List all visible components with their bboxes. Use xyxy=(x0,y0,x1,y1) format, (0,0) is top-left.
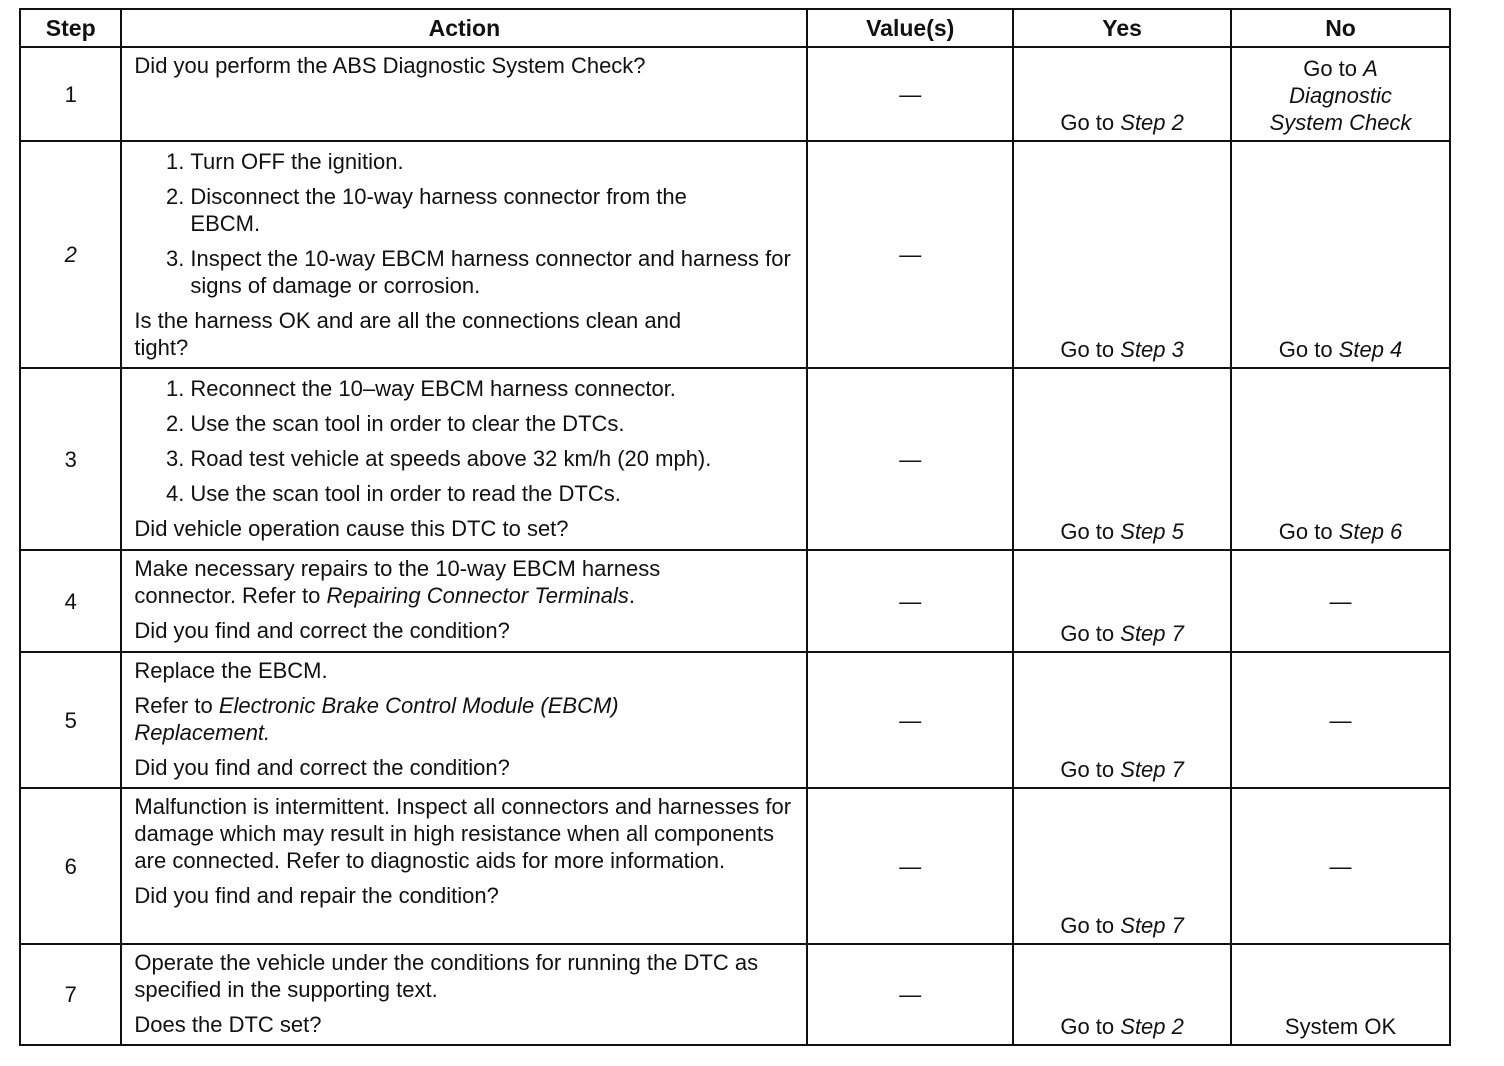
yes-step-ref: Step 7 xyxy=(1120,913,1184,938)
no-step-ref: Step 6 xyxy=(1338,519,1403,544)
no-cell: — xyxy=(1231,550,1450,652)
yes-step-ref: Step 7 xyxy=(1120,621,1184,646)
value-cell: — xyxy=(807,368,1013,550)
action-question: Did you find and correct the condition? xyxy=(134,755,510,780)
action-question: Did you perform the ABS Diagnostic System Check? xyxy=(134,53,646,78)
substep-item: 3. Inspect the 10-way EBCM harness connector and harness for signs of damage or corrosion. xyxy=(190,245,796,299)
action-text xyxy=(134,692,796,746)
action-question: Did you find and repair the condition? xyxy=(134,883,499,908)
header-step: Step xyxy=(20,9,121,47)
action-question: Is the harness OK and are all the connections clean and tight? xyxy=(134,308,682,360)
substep-item: 1. Turn OFF the ignition. xyxy=(190,148,796,175)
yes-prefix: Go to xyxy=(1060,621,1115,646)
yes-step-ref: Step 5 xyxy=(1120,519,1184,544)
substep-item: 1. Reconnect the 10–way EBCM harness connector. xyxy=(190,375,796,402)
no-cell xyxy=(1231,141,1450,368)
table-row xyxy=(20,788,1450,944)
yes-cell xyxy=(1013,141,1231,368)
substep-item: 3. Road test vehicle at speeds above 32 km/h (20 mph). xyxy=(190,445,796,472)
action-question: Did you find and correct the condition? xyxy=(134,618,510,643)
value-cell: — xyxy=(807,944,1013,1045)
diagnostic-procedure-table xyxy=(19,8,1451,1046)
header-no: No xyxy=(1231,9,1450,47)
action-cell xyxy=(121,944,807,1045)
substep-list xyxy=(134,375,796,507)
action-question: Did vehicle operation cause this DTC to set? xyxy=(134,516,569,541)
table-row xyxy=(20,652,1450,788)
no-cell xyxy=(1231,47,1450,141)
step-number: 5 xyxy=(20,652,121,788)
action-cell xyxy=(121,652,807,788)
substep-item: 4. Use the scan tool in order to read the DTCs. xyxy=(190,480,796,507)
table-row xyxy=(20,368,1450,550)
no-prefix: Go to xyxy=(1278,519,1333,544)
step-number: 1 xyxy=(20,47,121,141)
action-instruction: Make necessary repairs to the 10-way EBCM harness connector. Refer to xyxy=(134,556,661,608)
substep-list xyxy=(134,148,796,299)
yes-cell xyxy=(1013,368,1231,550)
action-question: Does the DTC set? xyxy=(134,1012,322,1037)
refer-prefix: Refer to xyxy=(134,693,213,718)
no-prefix: Go to xyxy=(1278,337,1333,362)
table-row xyxy=(20,550,1450,652)
table-row xyxy=(20,141,1450,368)
yes-prefix: Go to xyxy=(1060,1014,1115,1039)
yes-cell xyxy=(1013,788,1231,944)
value-cell: — xyxy=(807,788,1013,944)
action-instruction: Operate the vehicle under the conditions for running the DTC as specified in the supporting text. xyxy=(134,950,759,1002)
step-number: 2 xyxy=(64,242,77,267)
value-cell: — xyxy=(807,47,1013,141)
yes-prefix: Go to xyxy=(1060,337,1115,362)
reference-link: Repairing Connector Terminals xyxy=(326,583,629,608)
yes-step-ref: Step 3 xyxy=(1120,337,1184,362)
action-instruction: Replace the EBCM. xyxy=(134,658,328,683)
yes-prefix: Go to xyxy=(1060,913,1115,938)
value-cell: — xyxy=(807,652,1013,788)
substep-item: 2. Use the scan tool in order to clear the DTCs. xyxy=(190,410,796,437)
yes-step-ref: Step 2 xyxy=(1120,1014,1184,1039)
yes-cell xyxy=(1013,47,1231,141)
no-ref: A Diagnostic System Check xyxy=(1269,56,1412,135)
action-cell xyxy=(121,550,807,652)
step-number: 6 xyxy=(20,788,121,944)
header-action: Action xyxy=(121,9,807,47)
reference-link: Electronic Brake Control Module (EBCM) Replacement. xyxy=(134,693,619,745)
reference-suffix: . xyxy=(628,583,636,608)
no-cell: — xyxy=(1231,652,1450,788)
no-cell: System OK xyxy=(1231,944,1450,1045)
action-cell xyxy=(121,47,807,141)
step-number: 7 xyxy=(20,944,121,1045)
yes-cell xyxy=(1013,550,1231,652)
header-yes: Yes xyxy=(1013,9,1231,47)
yes-step-ref: Step 2 xyxy=(1120,110,1184,135)
yes-cell xyxy=(1013,944,1231,1045)
yes-prefix: Go to xyxy=(1060,757,1115,782)
step-number: 4 xyxy=(20,550,121,652)
action-instruction: Malfunction is intermittent. Inspect all connectors and harnesses for damage which may result in high resistance when all components are connected. Refer to diagnostic aids for more information. xyxy=(134,794,792,873)
no-cell: — xyxy=(1231,788,1450,944)
action-cell xyxy=(121,141,807,368)
yes-cell xyxy=(1013,652,1231,788)
table-header-row xyxy=(20,9,1450,47)
value-cell: — xyxy=(807,141,1013,368)
yes-prefix: Go to xyxy=(1060,110,1115,135)
action-text xyxy=(134,555,796,609)
step-number: 3 xyxy=(20,368,121,550)
no-cell xyxy=(1231,368,1450,550)
table-row xyxy=(20,47,1450,141)
table-row xyxy=(20,944,1450,1045)
no-step-ref: Step 4 xyxy=(1338,337,1403,362)
substep-item: 2. Disconnect the 10-way harness connector from the EBCM. xyxy=(190,183,796,237)
action-cell xyxy=(121,788,807,944)
value-cell: — xyxy=(807,550,1013,652)
no-prefix: Go to xyxy=(1303,56,1358,81)
yes-step-ref: Step 7 xyxy=(1120,757,1184,782)
action-cell xyxy=(121,368,807,550)
header-value: Value(s) xyxy=(807,9,1013,47)
yes-prefix: Go to xyxy=(1060,519,1115,544)
